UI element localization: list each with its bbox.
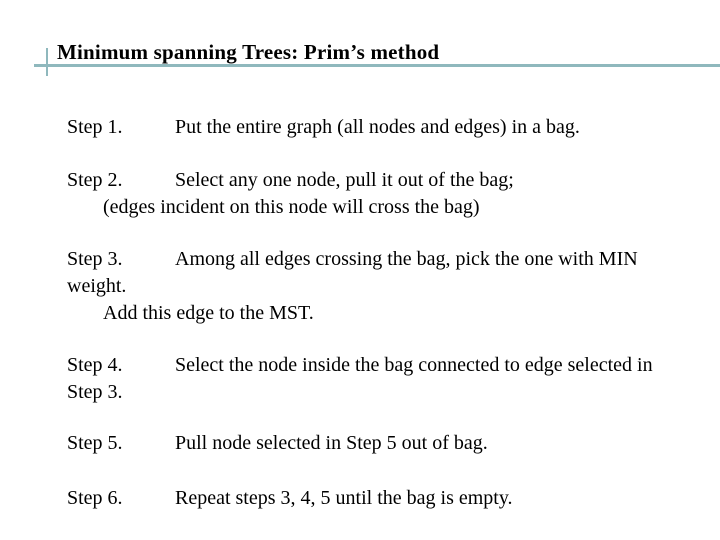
step-1-label: Step 1. (67, 116, 123, 138)
step-4-text: Select the node inside the bag connected to edge selected in (175, 354, 653, 376)
step-3-label: Step 3. (67, 248, 123, 270)
step-4-continuation: Step 3. (67, 381, 123, 403)
step-1-text: Put the entire graph (all nodes and edges) in a bag. (175, 116, 580, 138)
step-3-continuation: weight. (67, 275, 127, 297)
step-4-label: Step 4. (67, 354, 123, 376)
slide-title: Minimum spanning Trees: Prim’s method (57, 40, 440, 64)
step-3-note: Add this edge to the MST. (103, 302, 314, 324)
step-6-label: Step 6. (67, 487, 123, 509)
step-2-label: Step 2. (67, 169, 123, 191)
step-5-label: Step 5. (67, 432, 123, 454)
title-accent-bar (46, 48, 48, 76)
step-5-text: Pull node selected in Step 5 out of bag. (175, 432, 488, 454)
step-6-text: Repeat steps 3, 4, 5 until the bag is empty. (175, 487, 513, 509)
step-2-note: (edges incident on this node will cross the bag) (103, 196, 480, 218)
step-2-text: Select any one node, pull it out of the bag; (175, 169, 514, 191)
step-3-text: Among all edges crossing the bag, pick the one with MIN (175, 248, 638, 270)
title-underline (34, 64, 720, 67)
